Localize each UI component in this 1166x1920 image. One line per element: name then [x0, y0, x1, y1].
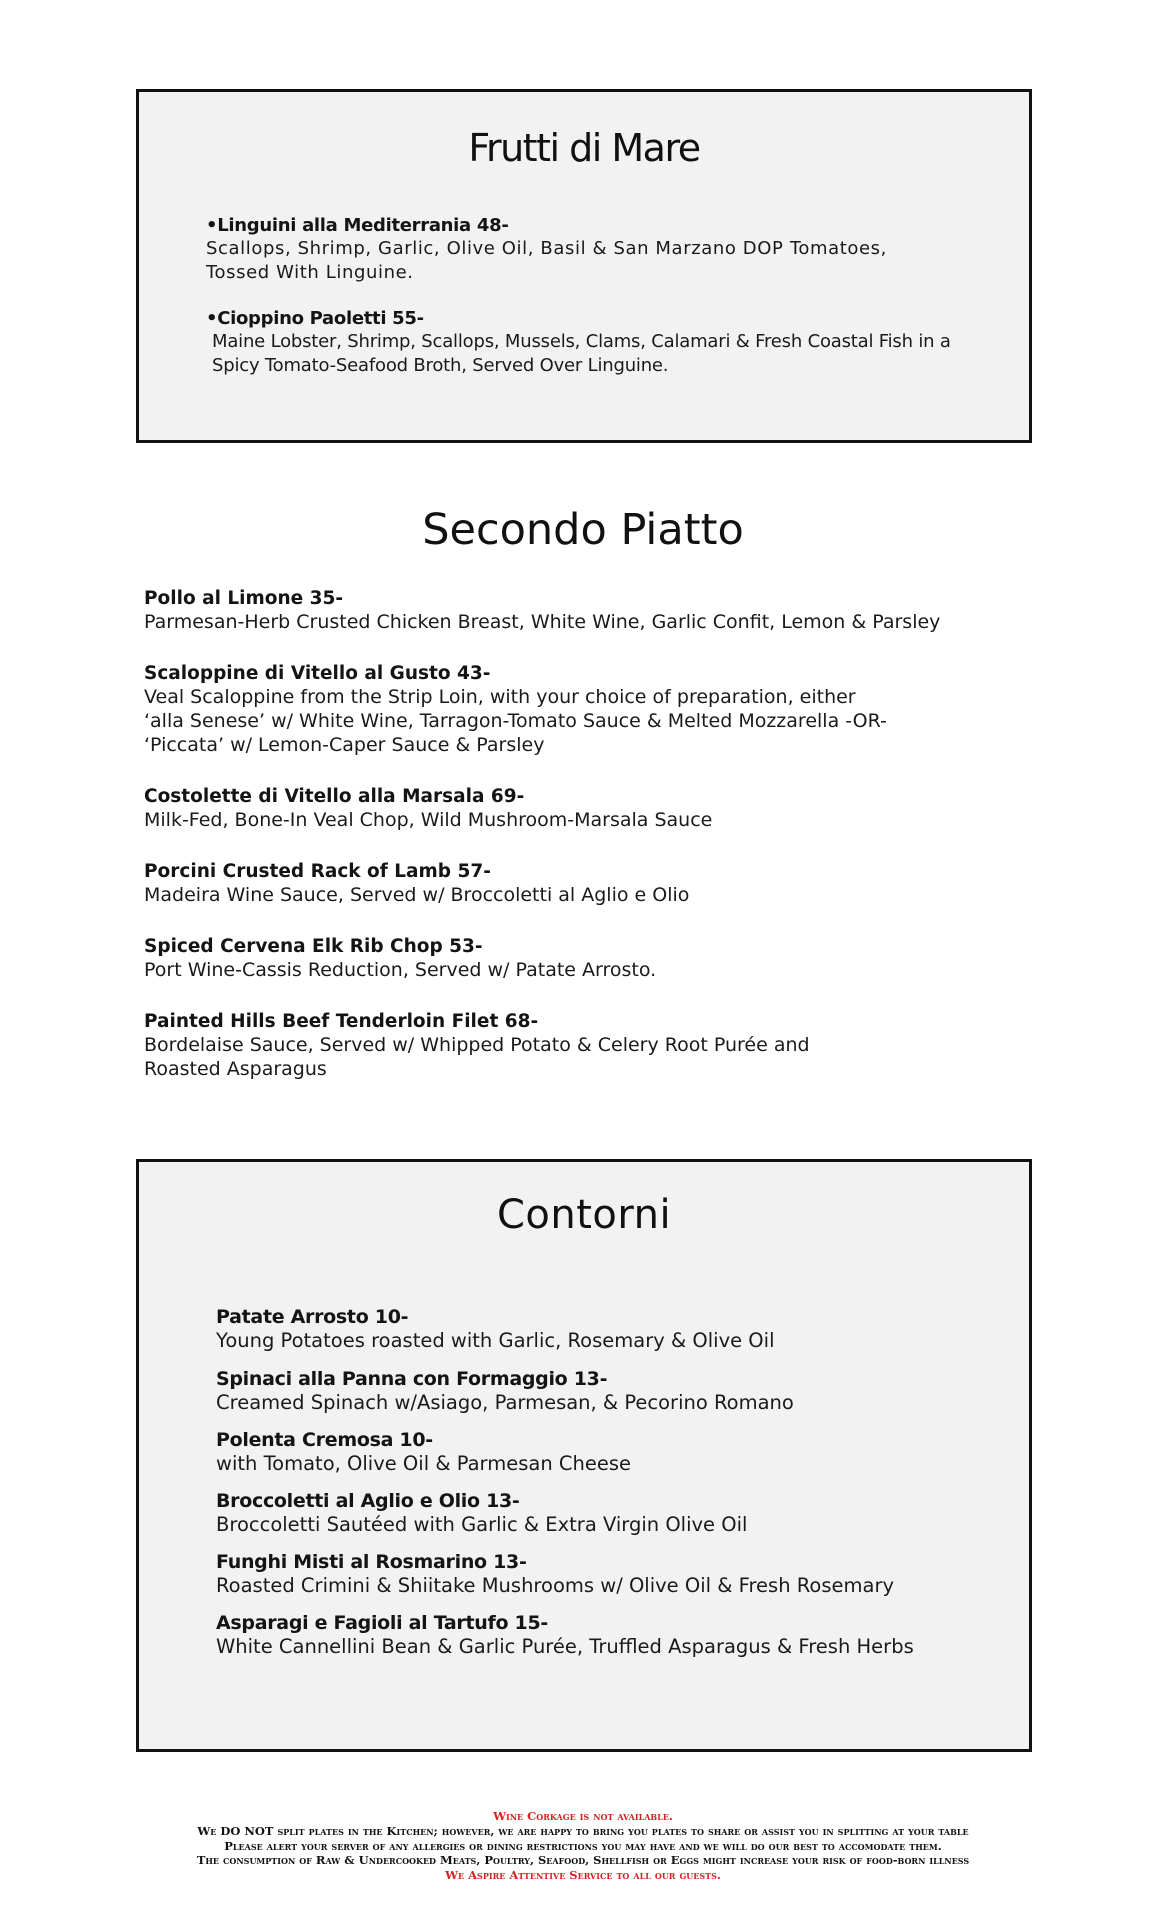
menu-item: [144, 1010, 810, 1081]
menu-item: [144, 662, 887, 757]
item-name: Funghi Misti al Rosmarino 13-: [216, 1551, 527, 1573]
item-description: Parmesan-Herb Crusted Chicken Breast, White Wine, Garlic Confit, Lemon & Parsley: [144, 611, 941, 633]
item-name: Painted Hills Beef Tenderloin Filet 68-: [144, 1011, 539, 1032]
item-description: Scallops, Shrimp, Garlic, Olive Oil, Basil & San Marzano DOP Tomatoes, Tossed With Linguine.: [206, 238, 887, 283]
item-name: Patate Arrosto 10-: [216, 1306, 409, 1328]
item-name: Spinaci alla Panna con Formaggio 13-: [216, 1368, 608, 1390]
frutti-di-mare-title: Frutti di Mare: [468, 126, 700, 170]
item-name: Broccoletti al Aglio e Olio 13-: [216, 1490, 520, 1512]
item-name: Spiced Cervena Elk Rib Chop 53-: [144, 936, 483, 957]
item-description: Bordelaise Sauce, Served w/ Whipped Potato & Celery Root Purée and Roasted Asparagus: [144, 1034, 810, 1080]
item-name: •Linguini alla Mediterrania 48-: [206, 215, 509, 236]
item-name: Porcini Crusted Rack of Lamb 57-: [144, 861, 491, 882]
footer-line-consumption-warning: The consumption of Raw & Undercooked Meats, Poultry, Seafood, Shellfish or Eggs might increase your risk of food-born illness: [196, 1853, 970, 1868]
item-description: Young Potatoes roasted with Garlic, Rosemary & Olive Oil: [216, 1329, 775, 1352]
footer-notice: [0, 1809, 1166, 1883]
menu-item: [144, 860, 689, 907]
menu-item: [216, 1490, 747, 1537]
menu-item: [144, 587, 940, 634]
item-description: Veal Scaloppine from the Strip Loin, with your choice of preparation, either ‘alla Senese’ w/ White Wine, Tarragon-Tomato Sauce & Melted Mozzarella -OR- ‘Piccata’ w/ Lemon-Caper Sauce & Parsley: [144, 686, 887, 756]
menu-item: [206, 307, 951, 378]
menu-item: [206, 214, 887, 285]
item-name: Polenta Cremosa 10-: [216, 1429, 433, 1451]
item-description: Milk-Fed, Bone-In Veal Chop, Wild Mushroom-Marsala Sauce: [144, 809, 713, 831]
secondo-piatto-title: Secondo Piatto: [422, 505, 744, 555]
footer-line-service: We Aspire Attentive Service to all our guests.: [445, 1868, 721, 1883]
menu-item: [144, 785, 712, 832]
item-description: with Tomato, Olive Oil & Parmesan Cheese: [216, 1452, 632, 1475]
contorni-title: Contorni: [496, 1192, 672, 1238]
item-name: Costolette di Vitello alla Marsala 69-: [144, 786, 525, 807]
item-name: Pollo al Limone 35-: [144, 588, 344, 609]
item-description: Madeira Wine Sauce, Served w/ Broccoletti al Aglio e Olio: [144, 884, 690, 906]
item-name: Scaloppine di Vitello al Gusto 43-: [144, 663, 491, 684]
contorni-box: [136, 1159, 1032, 1752]
item-description: Roasted Crimini & Shiitake Mushrooms w/ Olive Oil & Fresh Rosemary: [216, 1574, 895, 1597]
menu-item: [216, 1368, 794, 1415]
frutti-di-mare-box: [136, 89, 1032, 443]
item-description: Broccoletti Sautéed with Garlic & Extra Virgin Olive Oil: [216, 1513, 748, 1536]
menu-item: [216, 1551, 894, 1598]
item-description: Maine Lobster, Shrimp, Scallops, Mussels, Clams, Calamari & Fresh Coastal Fish in a Spicy Tomato-Seafood Broth, Served Over Linguine.: [212, 331, 951, 376]
footer-line-allergies: Please alert your server of any allergies or dining restrictions you may have and we will do our best to accomodate them.: [224, 1838, 942, 1853]
item-description: Creamed Spinach w/Asiago, Parmesan, & Pecorino Romano: [216, 1391, 794, 1414]
menu-item: [216, 1306, 774, 1353]
menu-item: [144, 935, 656, 982]
footer-line-corkage: Wine Corkage is not available.: [493, 1809, 673, 1823]
item-name: Asparagi e Fagioli al Tartufo 15-: [216, 1612, 548, 1634]
item-name: •Cioppino Paoletti 55-: [206, 308, 424, 329]
item-description: White Cannellini Bean & Garlic Purée, Truffled Asparagus & Fresh Herbs: [216, 1635, 914, 1658]
menu-item: [216, 1612, 914, 1659]
item-description: Port Wine-Cassis Reduction, Served w/ Patate Arrosto.: [144, 959, 657, 981]
footer-line-split-plates: We DO NOT split plates in the Kitchen; however, we are happy to bring you plates to share or assist you in splitting at your table: [197, 1823, 969, 1838]
menu-item: [216, 1429, 631, 1476]
